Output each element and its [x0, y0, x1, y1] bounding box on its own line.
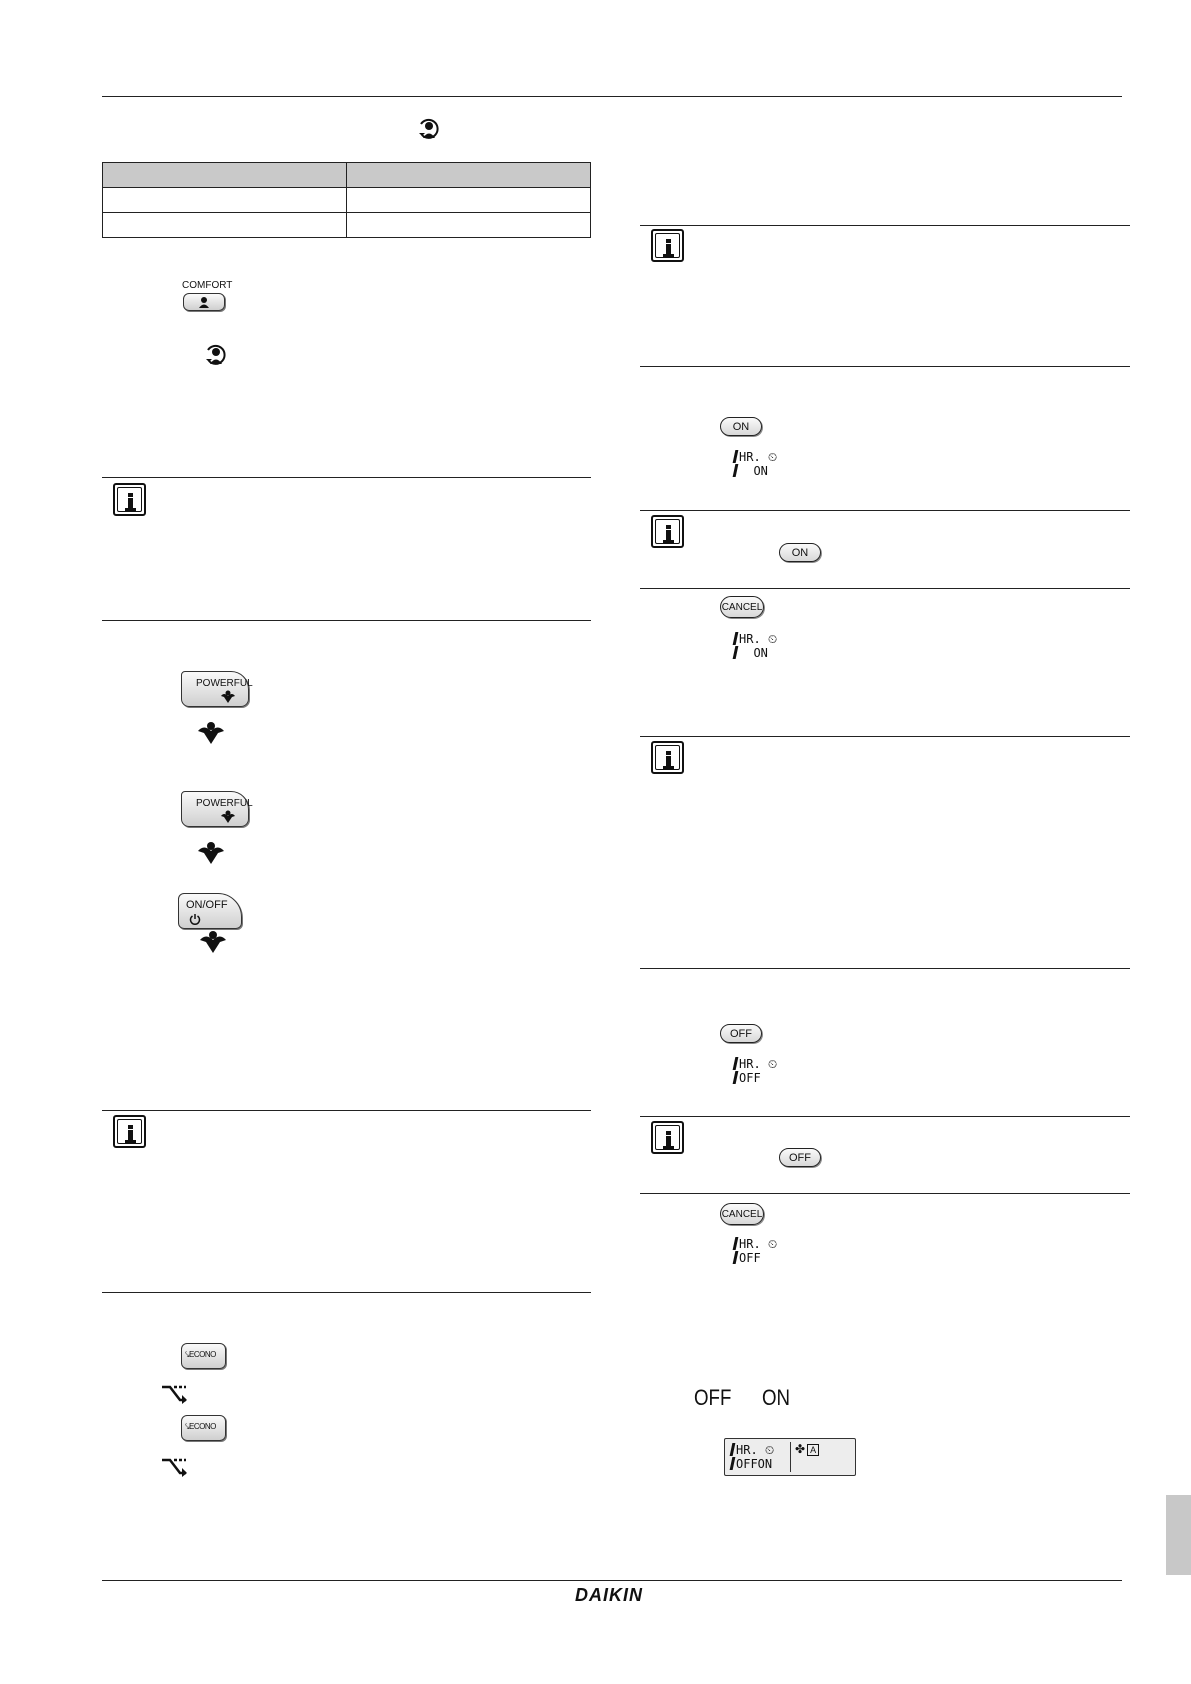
powerful-arms-icon — [220, 810, 236, 824]
lcd-hr-label: HR. — [739, 632, 761, 646]
on-button[interactable]: ON — [720, 417, 762, 436]
table-row — [103, 213, 591, 238]
on-off-button[interactable] — [178, 893, 242, 929]
econo-button-label: ⤥ECONO — [185, 1422, 216, 1431]
info-rule-top — [102, 1110, 591, 1111]
info-icon — [651, 229, 684, 262]
info-rule-bottom — [102, 620, 591, 621]
daikin-logo: DAIKIN — [575, 1585, 643, 1605]
footer-rule — [102, 1580, 1122, 1581]
powerful-button-label: POWERFUL — [196, 678, 253, 689]
info-icon — [651, 515, 684, 548]
econo-button[interactable] — [181, 1343, 226, 1369]
header-rule — [102, 96, 1122, 97]
lcd-offon-label: OFFON — [736, 1457, 773, 1471]
info-icon — [113, 483, 146, 516]
lcd-off-label: OFF — [739, 1251, 761, 1265]
on-button[interactable]: ON — [779, 543, 821, 562]
econo-button[interactable] — [181, 1415, 226, 1441]
econo-indicator-icon — [160, 1383, 190, 1405]
powerful-button[interactable] — [181, 671, 253, 707]
comfort-button-label: COMFORT — [182, 280, 233, 291]
lcd-hr-label: HR. — [736, 1443, 758, 1457]
econo-button-label: ⤥ECONO — [185, 1350, 216, 1359]
info-icon — [651, 741, 684, 774]
comfort-person-icon — [184, 294, 224, 310]
off-button[interactable]: OFF — [779, 1148, 821, 1167]
info-rule-top — [640, 225, 1130, 226]
off-timer-display: HR. ⏲ OFF — [734, 1057, 777, 1085]
econo-indicator-icon — [160, 1456, 190, 1478]
settings-table — [102, 162, 591, 238]
powerful-indicator-icon — [196, 841, 226, 865]
on-large-label: ON — [762, 1385, 791, 1410]
info-icon — [651, 1121, 684, 1154]
info-icon — [113, 1115, 146, 1148]
on-off-button-label: ON/OFF — [186, 899, 228, 911]
powerful-button-label: POWERFUL — [196, 798, 253, 809]
info-rule-bottom — [640, 366, 1130, 367]
off-timer-display: HR. ⏲ OFF — [734, 1237, 777, 1265]
comfort-airflow-icon — [416, 116, 442, 142]
powerful-arms-icon — [220, 690, 236, 704]
lcd-hr-label: HR. — [739, 450, 761, 464]
fan-auto-icon: ✤ A — [795, 1442, 819, 1456]
chapter-side-tab — [1166, 1495, 1191, 1575]
table-row — [103, 188, 591, 213]
comfort-airflow-icon — [203, 342, 229, 368]
off-button[interactable]: OFF — [720, 1024, 762, 1043]
cancel-button[interactable]: CANCEL — [720, 1203, 764, 1225]
cancel-button[interactable]: CANCEL — [720, 596, 764, 618]
power-icon — [189, 913, 201, 925]
lcd-hr-label: HR. — [739, 1237, 761, 1251]
lcd-divider — [790, 1442, 791, 1472]
on-timer-display: HR. ⏲ ON — [734, 632, 777, 660]
powerful-indicator-icon — [198, 930, 228, 954]
on-timer-display: HR. ⏲ ON — [734, 450, 777, 478]
info-rule-top — [640, 736, 1130, 737]
info-rule-top — [640, 1116, 1130, 1117]
info-rule-bottom — [640, 968, 1130, 969]
powerful-indicator-icon — [196, 721, 226, 745]
info-rule-bottom — [640, 588, 1130, 589]
comfort-button[interactable] — [183, 293, 225, 311]
lcd-hr-label: HR. — [739, 1057, 761, 1071]
info-rule-bottom — [640, 1193, 1130, 1194]
lcd-on-label: ON — [753, 646, 768, 660]
combined-timer-display: HR. ⏲ OFFON ✤ A — [724, 1438, 856, 1476]
info-rule-top — [102, 477, 591, 478]
lcd-on-label: ON — [753, 464, 768, 478]
table-header-cell — [103, 163, 347, 188]
lcd-off-label: OFF — [739, 1071, 761, 1085]
info-rule-top — [640, 510, 1130, 511]
table-header-cell — [347, 163, 591, 188]
powerful-button[interactable] — [181, 791, 253, 827]
off-large-label: OFF — [694, 1385, 732, 1410]
info-rule-bottom — [102, 1292, 591, 1293]
